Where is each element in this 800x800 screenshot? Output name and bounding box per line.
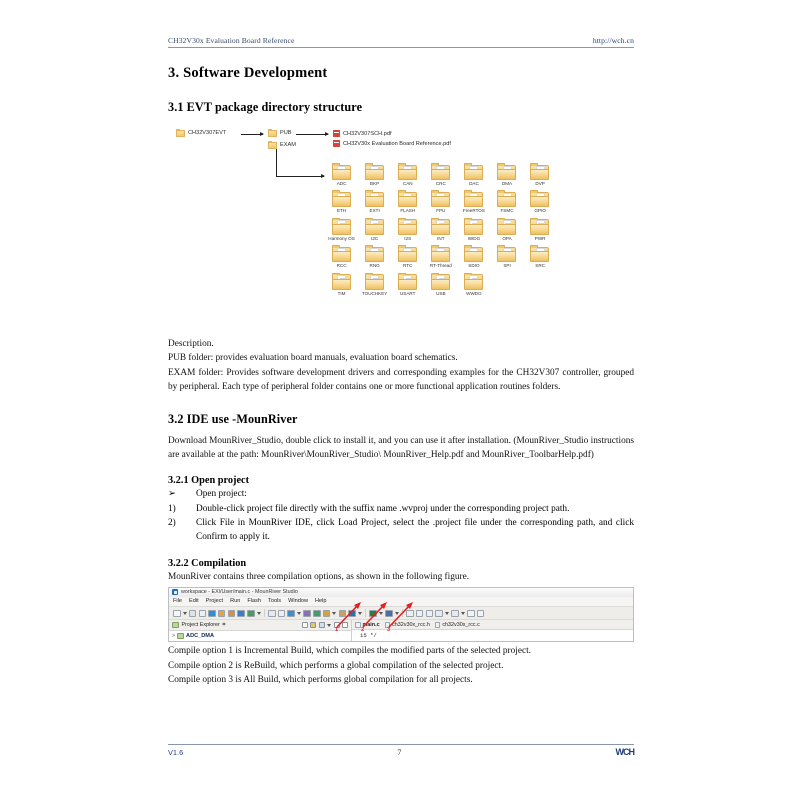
- folder-icon: [431, 190, 451, 207]
- save-all-icon[interactable]: [199, 610, 207, 618]
- editor-tab-rcc-c[interactable]: [435, 622, 480, 628]
- folder-icon: [365, 273, 385, 290]
- pdf-icon: [333, 130, 340, 137]
- project-explorer-tabbar: [169, 620, 351, 631]
- folder-item[interactable]: [490, 245, 523, 268]
- stop-icon[interactable]: [278, 610, 286, 618]
- folder-item[interactable]: [325, 218, 358, 241]
- folder-item[interactable]: [325, 245, 358, 268]
- folder-item[interactable]: [358, 190, 391, 213]
- folder-icon: [398, 163, 418, 180]
- folder-label: PWR: [534, 235, 546, 241]
- folder-icon: [497, 190, 517, 207]
- pdf-icon: [333, 140, 340, 147]
- folder-label: ETH: [336, 208, 347, 214]
- folder-label: I2S: [404, 235, 412, 241]
- folder-icon: [365, 218, 385, 235]
- folder-icon: [398, 218, 418, 235]
- heading-3-1: 3.1 EVT package directory structure: [168, 100, 363, 114]
- page-number: 7: [397, 747, 402, 757]
- heading-3-2: 3.2 IDE use -MounRiver: [168, 412, 298, 426]
- folder-icon: [332, 218, 352, 235]
- folder-grid-row: [325, 218, 557, 245]
- editor-code-line: 15 */: [360, 632, 377, 640]
- annotation-label-2: 2: [361, 626, 365, 633]
- menu-item-run[interactable]: Run: [230, 598, 241, 605]
- folder-item[interactable]: [391, 245, 424, 268]
- folder-label: SDIO: [468, 263, 480, 269]
- folder-item[interactable]: [358, 163, 391, 186]
- new-file-icon[interactable]: [173, 610, 181, 618]
- folder-label: SPI: [503, 263, 511, 269]
- menu-item-help[interactable]: Help: [315, 598, 327, 605]
- folder-label: RCC: [336, 263, 347, 269]
- folder-item[interactable]: [424, 190, 457, 213]
- folder-label: USB: [436, 290, 446, 296]
- mounriver-download-paragraph: Download MounRiver_Studio, double click to install it, and you can use it after installation. (MounRiver_Studio instructions are available at the path: MounRiver\MounRiver_Studio\ MounRiver_Help.pdf and MounRiver_ToolbarHelp.pdf): [168, 436, 634, 461]
- project-explorer-icon: [172, 622, 179, 628]
- heading-3-2-1: 3.2.1 Open project: [168, 475, 250, 487]
- download-icon[interactable]: [237, 610, 245, 618]
- menu-item-tools[interactable]: Tools: [268, 598, 282, 605]
- folder-label: OPA: [502, 235, 512, 241]
- folder-item[interactable]: [424, 218, 457, 241]
- folder-grid-row: [325, 190, 557, 217]
- folder-item[interactable]: [457, 273, 490, 296]
- annotation-arrow-3: [385, 601, 431, 629]
- folder-item[interactable]: [424, 273, 457, 296]
- folder-icon: [431, 245, 451, 262]
- editor-tab-label: main.c: [362, 621, 380, 628]
- folder-icon: [464, 190, 484, 207]
- folder-icon: [497, 163, 517, 180]
- folder-icon: [464, 273, 484, 290]
- header-document-title: CH32V30x Evaluation Board Reference: [168, 36, 295, 45]
- list-item-text: Click File in MounRiver IDE, click Load Project, select the .project file under the corresponding path, and click Confirm to apply it.: [196, 518, 634, 543]
- folder-item[interactable]: [358, 218, 391, 241]
- connector-exam-vertical: [276, 149, 277, 177]
- folder-label: ADC: [336, 181, 347, 186]
- arrow-root-to-pub: [241, 134, 263, 135]
- folder-icon: [530, 218, 550, 235]
- folder-item[interactable]: [457, 245, 490, 268]
- c-file-icon: [435, 622, 441, 628]
- folder-label: FLASH: [400, 208, 416, 214]
- folder-item[interactable]: [457, 163, 490, 186]
- folder-icon: [530, 190, 550, 207]
- ide-title-bar: [169, 588, 633, 597]
- annotation-label-3: 3: [387, 626, 391, 633]
- folder-item[interactable]: [457, 218, 490, 241]
- evt-directory-diagram: [168, 125, 634, 337]
- folder-label: TOUCHKEY: [361, 290, 388, 296]
- menu-item-window[interactable]: Window: [288, 598, 308, 605]
- folder-icon: [268, 141, 277, 149]
- folder-label: DAC: [469, 181, 479, 186]
- folder-icon: [176, 129, 185, 137]
- folder-item[interactable]: [524, 245, 557, 268]
- chevron-down-icon[interactable]: [183, 612, 187, 615]
- folder-item[interactable]: [524, 218, 557, 241]
- project-folder-icon: [177, 633, 184, 639]
- link-editor-icon[interactable]: [319, 622, 325, 628]
- folder-icon: [431, 163, 451, 180]
- chevron-down-icon[interactable]: [257, 612, 261, 615]
- folder-icon: [497, 218, 517, 235]
- build-icon[interactable]: [247, 610, 255, 618]
- folder-icon: [332, 163, 352, 180]
- folder-icon: [431, 273, 451, 290]
- folder-item[interactable]: [424, 245, 457, 268]
- compile-option-1-note: Compile option 1 is Incremental Build, which compiles the modified parts of the selected project.: [168, 646, 532, 657]
- list-item: [168, 502, 634, 516]
- folder-label: RTC: [403, 263, 413, 269]
- filter-icon[interactable]: [310, 622, 316, 628]
- exam-folder-grid: [325, 163, 557, 300]
- collapse-all-icon[interactable]: [302, 622, 308, 628]
- folder-label: Harmony OS: [328, 235, 355, 241]
- description-label: Description.: [168, 339, 214, 349]
- mounriver-logo-icon: [172, 589, 178, 595]
- menu-item-file[interactable]: File: [173, 598, 183, 605]
- folder-label: I2C: [371, 235, 379, 241]
- folder-label: SRC: [535, 263, 545, 269]
- folder-label: BKP: [370, 181, 380, 186]
- open-project-bullet-text: Open project:: [196, 489, 247, 500]
- folder-item[interactable]: [391, 218, 424, 241]
- folder-label: RNG: [369, 263, 380, 269]
- project-explorer-label: Project Explorer: [181, 622, 220, 629]
- folder-grid-row: [325, 245, 557, 272]
- folder-label: WWDG: [466, 290, 482, 296]
- tree-node-pub: [268, 129, 292, 137]
- mounriver-ide-screenshot: [168, 587, 634, 643]
- footer-version: V1.6: [168, 747, 184, 757]
- folder-item[interactable]: [391, 163, 424, 186]
- tree-node-pub-label: PUB: [280, 130, 292, 136]
- folder-icon: [332, 245, 352, 262]
- tree-file-reference-pdf-label: CH32V30x Evaluation Board Reference.pdf: [343, 140, 451, 147]
- list-item-marker: 2): [168, 518, 176, 528]
- folder-item[interactable]: [325, 163, 358, 186]
- save-icon[interactable]: [189, 610, 197, 618]
- heading-3-2-2: 3.2.2 Compilation: [168, 557, 247, 569]
- folder-icon: [365, 190, 385, 207]
- folder-label: IWDG: [467, 235, 481, 241]
- folder-icon: [530, 245, 550, 262]
- search-icon[interactable]: [268, 610, 276, 618]
- tree-file-sch-pdf-label: CH32V307SCH.pdf: [343, 130, 392, 137]
- menu-item-project[interactable]: Project: [205, 598, 224, 605]
- list-item-text: Double-click project file directly with the suffix name .wvproj under the corresponding project path.: [196, 503, 570, 514]
- compile-option-2-note: Compile option 2 is ReBuild, which performs a global compilation of the selected project.: [168, 660, 504, 671]
- arrow-pub-to-files: [296, 134, 328, 135]
- chevron-down-icon[interactable]: [461, 612, 465, 615]
- chevron-right-icon[interactable]: >: [172, 633, 176, 640]
- bullet-marker-icon: ➢: [168, 489, 176, 500]
- folder-item[interactable]: [391, 273, 424, 296]
- folder-icon: [365, 245, 385, 262]
- folder-item[interactable]: [391, 190, 424, 213]
- folder-label: RT-Thread: [429, 263, 452, 269]
- debug-icon[interactable]: [287, 610, 295, 618]
- tree-node-exam: [268, 141, 296, 149]
- folder-item[interactable]: [490, 163, 523, 186]
- folder-item[interactable]: [457, 190, 490, 213]
- incremental-build-icon[interactable]: [313, 610, 321, 618]
- folder-icon: [530, 163, 550, 180]
- folder-grid-row: [325, 163, 557, 190]
- folder-grid-row: [325, 273, 557, 300]
- chevron-down-icon[interactable]: [297, 612, 301, 615]
- folder-icon: [464, 245, 484, 262]
- folder-item[interactable]: [490, 218, 523, 241]
- back-icon[interactable]: [467, 610, 475, 618]
- forward-icon[interactable]: [477, 610, 485, 618]
- editor-tab-label: ch32v30x_rcc.h: [392, 621, 430, 628]
- editor-tab-label: ch32v30x_rcc.c: [442, 621, 480, 628]
- folder-icon: [268, 129, 277, 137]
- folder-label: FSMC: [500, 208, 514, 214]
- wch-logo: WCH: [615, 747, 634, 757]
- menu-item-flash[interactable]: Flash: [247, 598, 262, 605]
- page-title: 3. Software Development: [168, 65, 328, 81]
- folder-icon: [464, 218, 484, 235]
- compilation-intro: MounRiver contains three compilation options, as shown in the following figure.: [168, 571, 470, 582]
- project-tree-item-adc-dma[interactable]: [169, 631, 351, 641]
- folder-label: CRC: [435, 181, 446, 186]
- bookmark-icon[interactable]: [451, 610, 459, 618]
- header-website-url[interactable]: http://wch.cn: [592, 36, 634, 45]
- folder-label: TIM: [337, 290, 346, 296]
- folder-icon: [365, 163, 385, 180]
- folder-icon: [332, 273, 352, 290]
- exam-folder-description: EXAM folder: Provides software development drivers and corresponding examples for the CH32V307 controller, grouped by peripheral. Each type of peripheral folder contains one or more functional application routines folders.: [168, 367, 634, 392]
- tree-node-exam-label: EXAM: [280, 142, 296, 148]
- toolbar-separator: [264, 609, 265, 617]
- rebuild-icon[interactable]: [323, 610, 331, 618]
- connector-exam-horizontal: [276, 176, 324, 177]
- menu-item-edit[interactable]: Edit: [189, 598, 199, 605]
- folder-icon: [398, 273, 418, 290]
- refresh-icon[interactable]: [208, 610, 216, 618]
- print-icon[interactable]: [228, 610, 236, 618]
- chevron-down-icon[interactable]: [445, 612, 449, 615]
- list-item: [168, 516, 634, 545]
- compile-option-3-note: Compile option 3 is All Build, which performs global compilation for all projects.: [168, 674, 473, 685]
- ide-window-title: workspace - EXl/User/main.c - MounRiver Studio: [181, 589, 298, 596]
- tree-file-sch-pdf: [333, 130, 392, 137]
- folder-icon: [431, 218, 451, 235]
- folder-label: GPIO: [534, 208, 546, 214]
- folder-icon: [464, 163, 484, 180]
- folder-label: FPU: [436, 208, 446, 214]
- tree-node-root: [176, 129, 226, 137]
- list-item-marker: 1): [168, 503, 176, 514]
- tree-file-reference-pdf: [333, 140, 451, 147]
- project-node-label: ADC_DMA: [186, 633, 214, 640]
- folder-label: CAN: [402, 181, 413, 186]
- folder-label: DVP: [535, 181, 545, 186]
- folder-icon: [398, 190, 418, 207]
- folder-item[interactable]: [490, 190, 523, 213]
- folder-label: EXTI: [369, 208, 380, 214]
- lock-icon[interactable]: [218, 610, 226, 618]
- run-icon[interactable]: [303, 610, 311, 618]
- open-project-bullet: [168, 487, 634, 501]
- folder-item[interactable]: [325, 190, 358, 213]
- folder-item[interactable]: [358, 273, 391, 296]
- folder-item[interactable]: [325, 273, 358, 296]
- project-explorer-badge: ⌗: [222, 621, 226, 628]
- chevron-down-icon[interactable]: [327, 624, 331, 627]
- running-header: [168, 36, 634, 48]
- folder-item[interactable]: [358, 245, 391, 268]
- folder-icon: [398, 245, 418, 262]
- folder-label: FreeRTOS: [462, 208, 485, 214]
- folder-label: USART: [399, 290, 416, 296]
- annotation-label-1: 1: [335, 626, 339, 633]
- folder-icon: [332, 190, 352, 207]
- folder-icon: [497, 245, 517, 262]
- page-content: [168, 36, 634, 687]
- project-explorer-panel: [169, 620, 352, 641]
- folder-label: DMA: [501, 181, 513, 186]
- format-icon[interactable]: [435, 610, 443, 618]
- folder-item[interactable]: [424, 163, 457, 186]
- folder-label: INT: [437, 235, 445, 241]
- folder-item[interactable]: [524, 190, 557, 213]
- running-footer: [168, 744, 634, 757]
- folder-item[interactable]: [524, 163, 557, 186]
- tree-node-root-label: CH32V307EVT: [188, 130, 227, 136]
- pub-folder-description: PUB folder: provides evaluation board manuals, evaluation board schematics.: [168, 353, 458, 364]
- project-explorer-tab[interactable]: [172, 622, 225, 629]
